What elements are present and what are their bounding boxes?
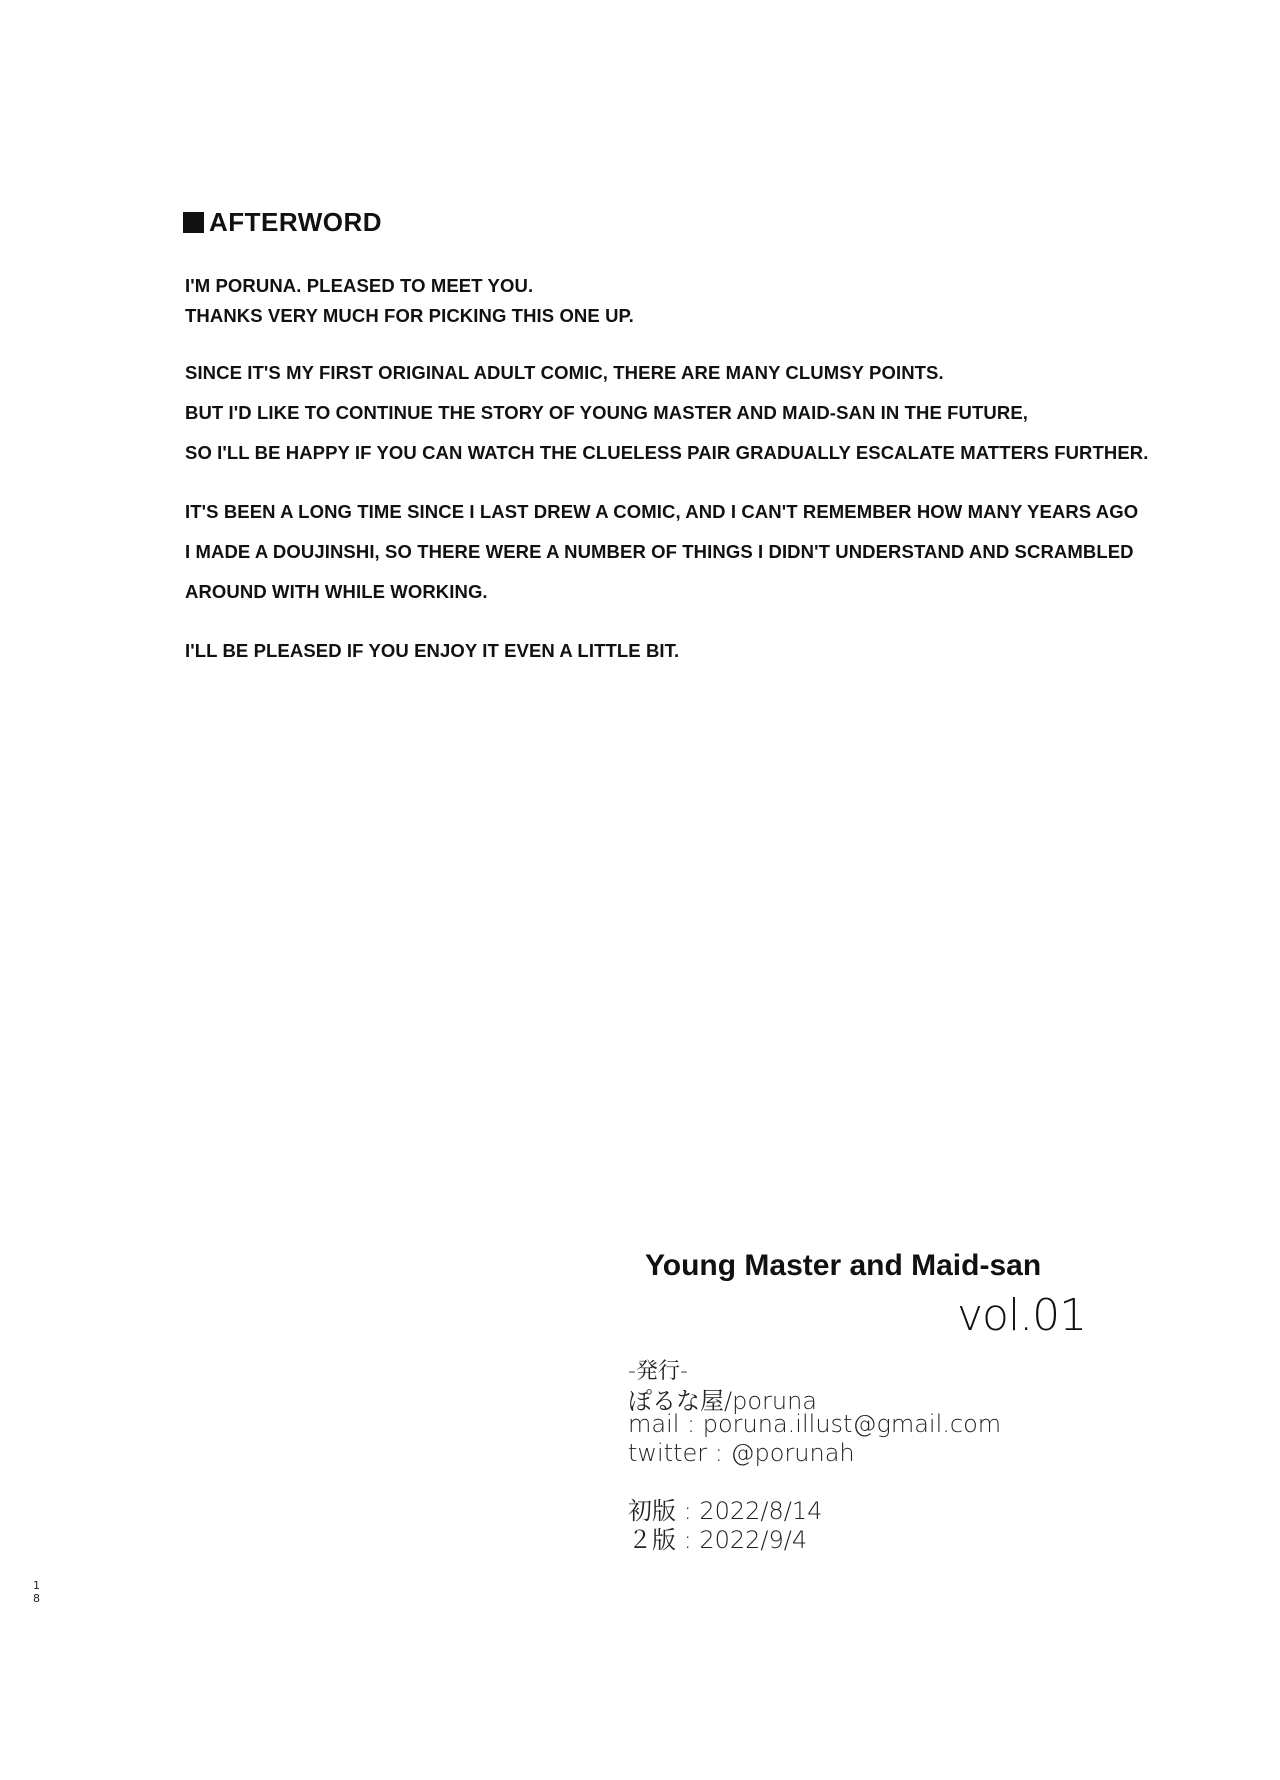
afterword-line: I'M PORUNA. PLEASED TO MEET YOU. [185, 275, 534, 296]
first-edition-date: 初版 : 2022/8/14 [628, 1497, 823, 1525]
afterword-line: BUT I'D LIKE TO CONTINUE THE STORY OF YOUNG MASTER AND MAID-SAN IN THE FUTURE, [185, 402, 1029, 423]
volume-number: vol.01 [957, 1290, 1087, 1341]
afterword-line: AROUND WITH WHILE WORKING. [185, 581, 488, 602]
afterword-heading [183, 207, 382, 238]
afterword-line: THANKS VERY MUCH FOR PICKING THIS ONE UP. [185, 305, 634, 326]
second-edition-date: ２版 : 2022/9/4 [628, 1526, 808, 1554]
page-number-digit: 8 [33, 1592, 40, 1605]
contact-mail: mail : poruna.illust@gmail.com [628, 1410, 1002, 1438]
afterword-line: IT'S BEEN A LONG TIME SINCE I LAST DREW A COMIC, AND I CAN'T REMEMBER HOW MANY YEARS AGO [185, 501, 1139, 522]
contact-twitter: twitter : @porunah [628, 1439, 855, 1467]
publisher-name: ぽるな屋/poruna [628, 1387, 817, 1415]
afterword-line: SO I'LL BE HAPPY IF YOU CAN WATCH THE CLUELESS PAIR GRADUALLY ESCALATE MATTERS FURTHER. [185, 442, 1149, 463]
book-title: Young Master and Maid-san [645, 1249, 1042, 1282]
publisher-label: -発行- [628, 1359, 688, 1384]
afterword-heading-text: AFTERWORD [209, 207, 383, 237]
page-number-digit: 1 [33, 1579, 40, 1592]
square-bullet-icon [183, 212, 204, 233]
afterword-line: I'LL BE PLEASED IF YOU ENJOY IT EVEN A LITTLE BIT. [185, 640, 680, 661]
afterword-line: I MADE A DOUJINSHI, SO THERE WERE A NUMBER OF THINGS I DIDN'T UNDERSTAND AND SCRAMBLED [185, 541, 1134, 562]
afterword-line: SINCE IT'S MY FIRST ORIGINAL ADULT COMIC, THERE ARE MANY CLUMSY POINTS. [185, 362, 944, 383]
